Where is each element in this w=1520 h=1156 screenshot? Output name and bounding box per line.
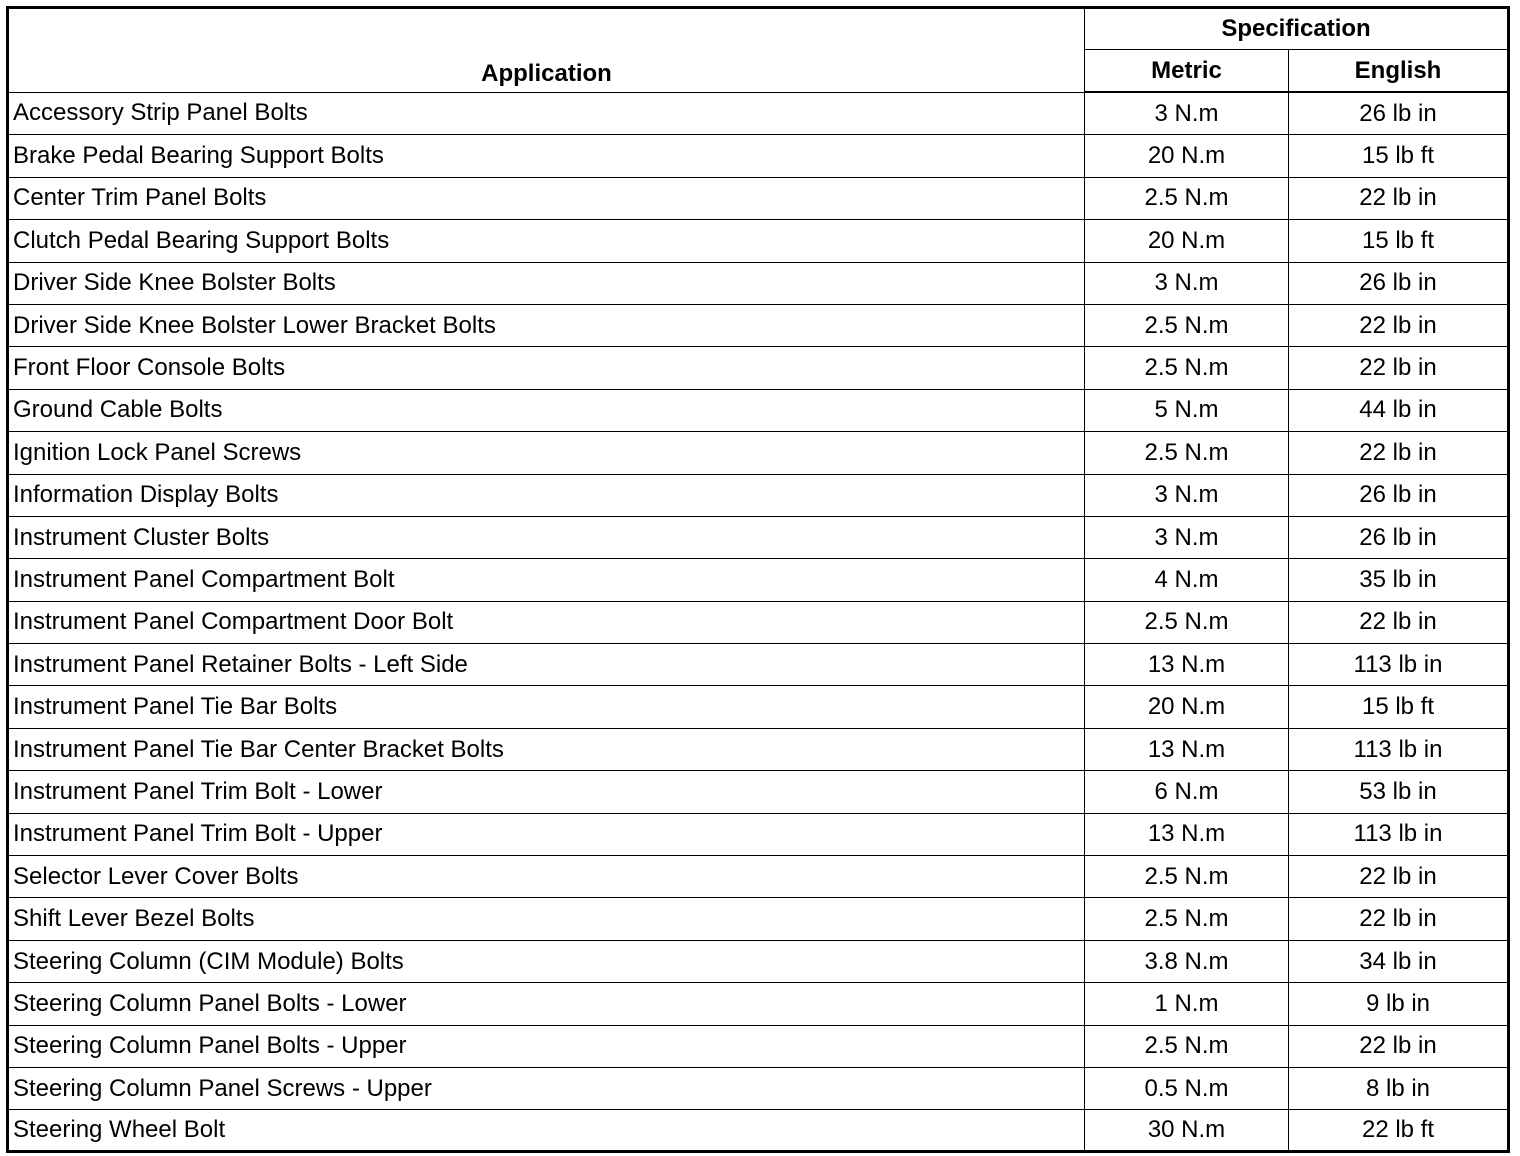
metric-cell: 2.5 N.m	[1085, 432, 1289, 474]
application-cell: Steering Column (CIM Module) Bolts	[8, 940, 1085, 982]
table-row	[8, 220, 1509, 262]
application-cell: Instrument Panel Compartment Bolt	[8, 559, 1085, 601]
specification-table	[6, 6, 1510, 1153]
application-cell: Instrument Panel Trim Bolt - Lower	[8, 771, 1085, 813]
metric-cell: 13 N.m	[1085, 728, 1289, 770]
metric-header: Metric	[1085, 50, 1289, 93]
application-cell: Driver Side Knee Bolster Lower Bracket Bolts	[8, 304, 1085, 346]
table-row	[8, 516, 1509, 558]
application-cell: Steering Column Panel Bolts - Lower	[8, 983, 1085, 1025]
application-cell: Instrument Panel Trim Bolt - Upper	[8, 813, 1085, 855]
application-cell: Ignition Lock Panel Screws	[8, 432, 1085, 474]
english-cell: 26 lb in	[1289, 516, 1509, 558]
table-row	[8, 856, 1509, 898]
metric-cell: 3.8 N.m	[1085, 940, 1289, 982]
application-header: Application	[8, 8, 1085, 93]
table-row	[8, 135, 1509, 177]
metric-cell: 4 N.m	[1085, 559, 1289, 601]
application-cell: Instrument Panel Compartment Door Bolt	[8, 601, 1085, 643]
metric-cell: 2.5 N.m	[1085, 898, 1289, 940]
english-cell: 113 lb in	[1289, 644, 1509, 686]
english-cell: 22 lb in	[1289, 1025, 1509, 1067]
english-cell: 9 lb in	[1289, 983, 1509, 1025]
table-row	[8, 940, 1509, 982]
english-cell: 15 lb ft	[1289, 135, 1509, 177]
application-cell: Clutch Pedal Bearing Support Bolts	[8, 220, 1085, 262]
application-cell: Steering Wheel Bolt	[8, 1110, 1085, 1152]
english-header: English	[1289, 50, 1509, 93]
table-row	[8, 559, 1509, 601]
application-cell: Instrument Panel Retainer Bolts - Left Side	[8, 644, 1085, 686]
metric-cell: 6 N.m	[1085, 771, 1289, 813]
application-cell: Driver Side Knee Bolster Bolts	[8, 262, 1085, 304]
specification-header: Specification	[1085, 8, 1509, 50]
metric-cell: 2.5 N.m	[1085, 1025, 1289, 1067]
english-cell: 22 lb in	[1289, 304, 1509, 346]
application-cell: Accessory Strip Panel Bolts	[8, 92, 1085, 135]
table-row	[8, 304, 1509, 346]
english-cell: 15 lb ft	[1289, 686, 1509, 728]
table-row	[8, 813, 1509, 855]
english-cell: 53 lb in	[1289, 771, 1509, 813]
metric-cell: 2.5 N.m	[1085, 347, 1289, 389]
table-row	[8, 389, 1509, 431]
application-cell: Instrument Cluster Bolts	[8, 516, 1085, 558]
application-cell: Brake Pedal Bearing Support Bolts	[8, 135, 1085, 177]
table-row	[8, 898, 1509, 940]
english-cell: 44 lb in	[1289, 389, 1509, 431]
application-cell: Instrument Panel Tie Bar Center Bracket Bolts	[8, 728, 1085, 770]
metric-cell: 3 N.m	[1085, 474, 1289, 516]
metric-cell: 5 N.m	[1085, 389, 1289, 431]
application-cell: Front Floor Console Bolts	[8, 347, 1085, 389]
table-row	[8, 728, 1509, 770]
english-cell: 26 lb in	[1289, 92, 1509, 135]
table-row	[8, 474, 1509, 516]
metric-cell: 20 N.m	[1085, 686, 1289, 728]
table-body	[8, 92, 1509, 1152]
application-cell: Information Display Bolts	[8, 474, 1085, 516]
table-row	[8, 1067, 1509, 1109]
table-row	[8, 1110, 1509, 1152]
metric-cell: 2.5 N.m	[1085, 856, 1289, 898]
english-cell: 22 lb in	[1289, 177, 1509, 219]
table-row	[8, 262, 1509, 304]
metric-cell: 20 N.m	[1085, 135, 1289, 177]
application-cell: Steering Column Panel Screws - Upper	[8, 1067, 1085, 1109]
metric-cell: 30 N.m	[1085, 1110, 1289, 1152]
english-cell: 8 lb in	[1289, 1067, 1509, 1109]
metric-cell: 3 N.m	[1085, 92, 1289, 135]
english-cell: 22 lb in	[1289, 898, 1509, 940]
table-row	[8, 1025, 1509, 1067]
english-cell: 113 lb in	[1289, 728, 1509, 770]
metric-cell: 2.5 N.m	[1085, 304, 1289, 346]
english-cell: 22 lb in	[1289, 601, 1509, 643]
application-cell: Ground Cable Bolts	[8, 389, 1085, 431]
application-cell: Steering Column Panel Bolts - Upper	[8, 1025, 1085, 1067]
english-cell: 35 lb in	[1289, 559, 1509, 601]
metric-cell: 3 N.m	[1085, 516, 1289, 558]
table-row	[8, 983, 1509, 1025]
metric-cell: 0.5 N.m	[1085, 1067, 1289, 1109]
english-cell: 22 lb in	[1289, 347, 1509, 389]
english-cell: 113 lb in	[1289, 813, 1509, 855]
english-cell: 26 lb in	[1289, 474, 1509, 516]
metric-cell: 1 N.m	[1085, 983, 1289, 1025]
application-cell: Selector Lever Cover Bolts	[8, 856, 1085, 898]
table-row	[8, 601, 1509, 643]
metric-cell: 20 N.m	[1085, 220, 1289, 262]
table-row	[8, 347, 1509, 389]
table-row	[8, 92, 1509, 135]
english-cell: 15 lb ft	[1289, 220, 1509, 262]
english-cell: 22 lb in	[1289, 856, 1509, 898]
table-row	[8, 644, 1509, 686]
table-row	[8, 771, 1509, 813]
application-cell: Instrument Panel Tie Bar Bolts	[8, 686, 1085, 728]
metric-cell: 2.5 N.m	[1085, 601, 1289, 643]
application-cell: Shift Lever Bezel Bolts	[8, 898, 1085, 940]
metric-cell: 2.5 N.m	[1085, 177, 1289, 219]
application-cell: Center Trim Panel Bolts	[8, 177, 1085, 219]
english-cell: 22 lb in	[1289, 432, 1509, 474]
table-row	[8, 432, 1509, 474]
table-row	[8, 686, 1509, 728]
english-cell: 26 lb in	[1289, 262, 1509, 304]
english-cell: 34 lb in	[1289, 940, 1509, 982]
english-cell: 22 lb ft	[1289, 1110, 1509, 1152]
metric-cell: 3 N.m	[1085, 262, 1289, 304]
metric-cell: 13 N.m	[1085, 813, 1289, 855]
metric-cell: 13 N.m	[1085, 644, 1289, 686]
table-row	[8, 177, 1509, 219]
